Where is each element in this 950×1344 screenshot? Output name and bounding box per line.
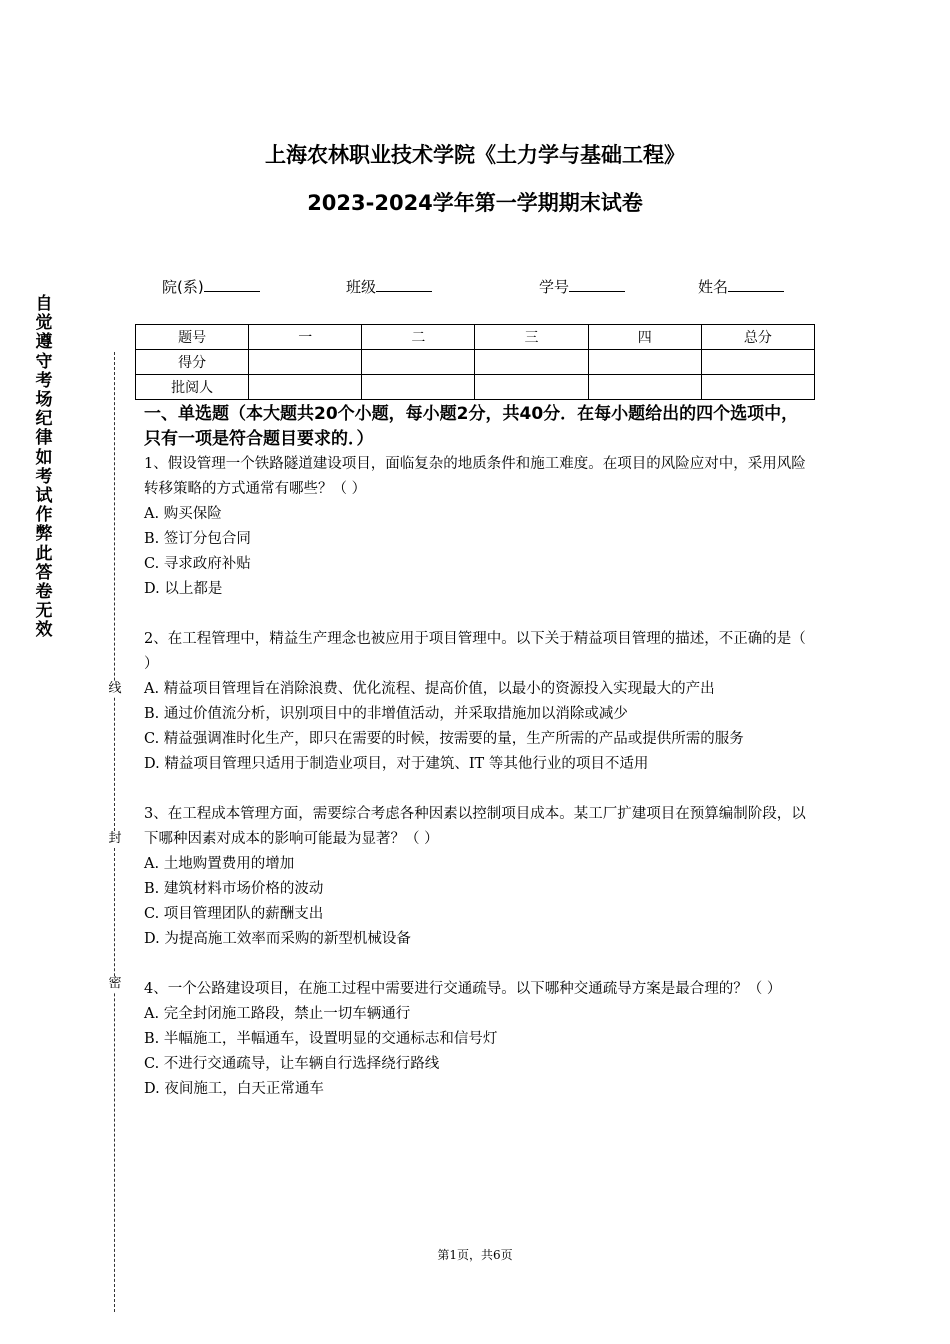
option-d: D. 精益项目管理只适用于制造业项目，对于建筑、IT 等其他行业的项目不适用 [144,756,649,772]
score-table [135,324,815,400]
notice-char: 卷 [35,582,53,603]
score-table-header: 题号 一 二 三 四 总分 [136,325,815,350]
score-cell [475,350,588,375]
student-info-row [0,276,950,298]
notice-char: 遵 [35,332,53,353]
notice-char: 此 [35,543,53,564]
question-1 [144,452,814,602]
question-stem: 1、假设管理一个铁路隧道建设项目，面临复杂的地质条件和施工难度。在项目的风险应对中，采用风险转移策略的方式通常有哪些？（ ） [144,456,806,497]
question-stem: 4、一个公路建设项目，在施工过程中需要进行交通疏导。以下哪种交通疏导方案是最合理的？（ ） [144,981,782,997]
notice-char: 觉 [35,313,53,334]
exam-rule-notice [33,295,55,641]
exam-subtitle: 2023-2024学年第一学期期末试卷 [307,191,643,215]
notice-char: 如 [35,447,53,468]
notice-char: 律 [35,428,53,449]
question-stem: 3、在工程成本管理方面，需要综合考虑各种因素以控制项目成本。某工厂扩建项目在预算编制阶段，以下哪种因素对成本的影响可能最为显著？（ ） [144,806,806,847]
notice-char: 试 [35,486,53,507]
notice-char: 无 [35,601,53,622]
option-b: B. 半幅施工，半幅通车，设置明显的交通标志和信号灯 [144,1031,498,1047]
notice-char: 自 [35,294,53,314]
option-c: C. 精益强调准时化生产，即只在需要的时候，按需要的量，生产所需的产品或提供所需的服务 [144,731,744,747]
question-stem: 2、在工程管理中，精益生产理念也被应用于项目管理中。以下关于精益项目管理的描述，不正确的是（ ） [144,631,806,672]
notice-char: 守 [35,351,53,372]
option-c: C. 项目管理团队的薪酬支出 [144,906,324,922]
option-b: B. 通过价值流分析，识别项目中的非增值活动，并采取措施加以消除或减少 [144,706,628,722]
option-a: A. 购买保险 [144,506,222,522]
info-name: 姓名 [698,276,784,297]
grader-cell [588,375,701,400]
score-cell [588,350,701,375]
notice-char: 纪 [35,409,53,430]
info-department: 院(系) [162,276,260,297]
grader-cell [362,375,475,400]
score-row: 得分 [136,350,815,375]
seal-mark-secret: 密 [106,976,124,992]
grader-cell [475,375,588,400]
notice-char: 场 [35,390,53,411]
seal-mark-seal: 封 [106,831,124,847]
grader-row: 批阅人 [136,375,815,400]
grader-cell [249,375,362,400]
score-cell [249,350,362,375]
notice-char: 答 [35,562,53,583]
page-number: 第1页，共6页 [437,1248,513,1262]
notice-char: 作 [35,505,53,526]
option-a: A. 完全封闭施工路段，禁止一切车辆通行 [144,1006,411,1022]
info-class: 班级 [346,276,432,297]
question-3 [144,802,814,952]
question-2 [144,627,814,777]
notice-char: 考 [35,466,53,487]
option-d: D. 为提高施工效率而采购的新型机械设备 [144,931,411,947]
grader-cell [701,375,814,400]
option-b: B. 签订分包合同 [144,531,251,547]
score-cell [701,350,814,375]
section-title: 一、单选题（本大题共20个小题，每小题2分，共40分．在每小题给出的四个选项中，只有一项是符合题目要求的．） [144,404,799,449]
exam-title: 上海农林职业技术学院《土力学与基础工程》 [265,143,685,167]
option-d: D. 夜间施工，白天正常通车 [144,1081,324,1097]
option-c: C. 不进行交通疏导，让车辆自行选择绕行路线 [144,1056,440,1072]
info-student-id: 学号 [539,276,625,297]
option-b: B. 建筑材料市场价格的波动 [144,881,324,897]
question-4 [144,977,814,1102]
exam-content [144,402,814,1102]
option-a: A. 土地购置费用的增加 [144,856,295,872]
option-a: A. 精益项目管理旨在消除浪费、优化流程、提高价值，以最小的资源投入实现最大的产出 [144,681,715,697]
notice-char: 考 [35,370,53,391]
option-c: C. 寻求政府补贴 [144,556,251,572]
option-d: D. 以上都是 [144,581,223,597]
notice-char: 弊 [35,524,53,545]
seal-mark-line: 线 [106,681,124,697]
notice-char: 效 [35,620,53,641]
score-cell [362,350,475,375]
